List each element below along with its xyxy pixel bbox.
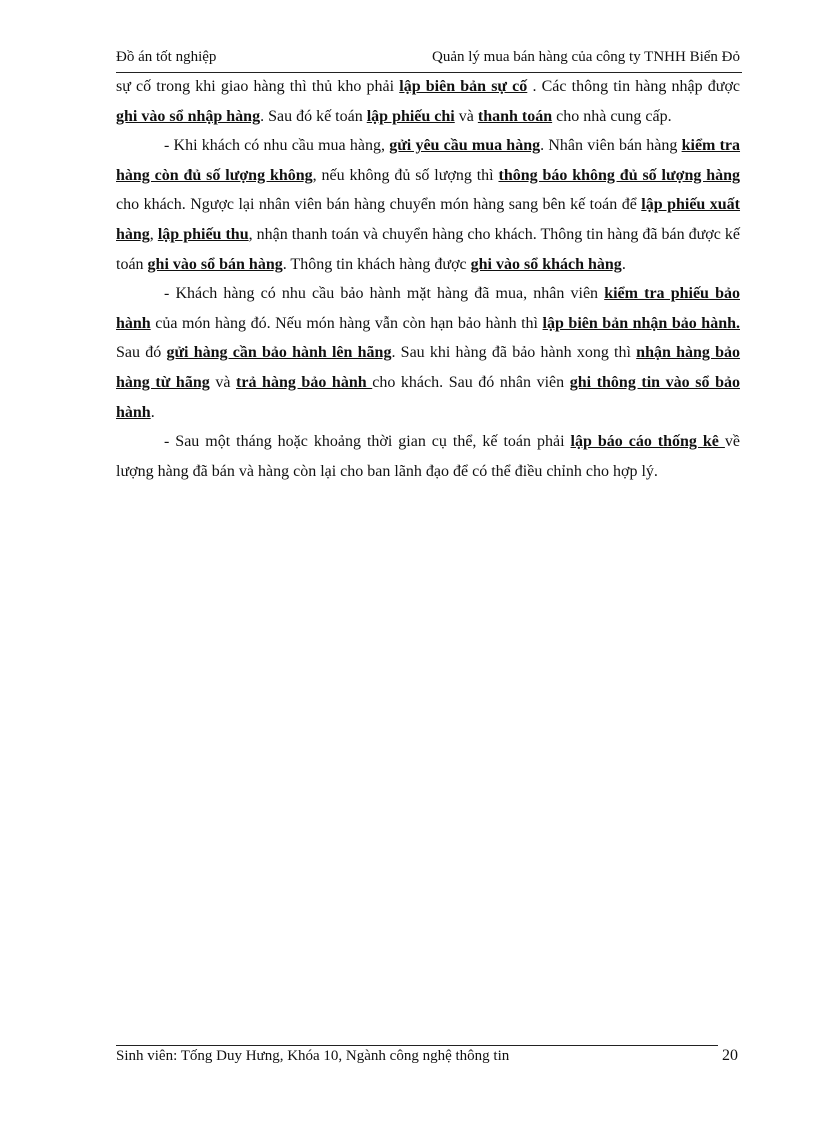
text-run: , nhận thanh toán và chuyển hàng cho khách. Thông tin hàng đã bán được kế toán [116,225,740,273]
emphasized-term: gửi hàng cần bảo hành lên hãng [166,344,392,362]
text-run: sự cố trong khi giao hàng thì thủ kho phải [116,78,400,95]
text-run: cho khách. Sau đó nhân viên [372,373,570,391]
emphasized-term: kiểm tra hàng còn đủ số lượng không [116,137,741,184]
emphasized-term: lập phiếu xuất hàng [116,196,741,243]
page-footer [116,1045,740,1067]
page-header [116,46,740,68]
text-run: của món hàng đó. Nếu món hàng vẫn còn hạn bảo hành thì [150,314,543,332]
text-run: về lượng hàng đã bán và hàng còn lại cho ban lãnh đạo để có thể điều chỉnh cho hợp lý. [116,433,741,480]
text-run: cho khách. Ngược lại nhân viên bán hàng chuyển món hàng sang bên kế toán để [116,196,642,214]
document-body [116,72,740,486]
text-run: , [149,225,158,243]
text-run: cho nhà cung cấp. [552,107,672,125]
text-run: . [150,403,155,421]
emphasized-term: thông báo không đủ số lượng hàng [498,166,741,184]
paragraph [116,131,740,279]
emphasized-term: kiểm tra phiếu bảo hành [116,285,740,332]
emphasized-term: gửi yêu cầu mua hàng [389,137,541,155]
paragraph [116,427,740,486]
text-run: . Sau đó kế toán [260,107,367,125]
emphasized-term: lập phiếu thu [157,225,249,243]
emphasized-term: ghi vào sổ nhập hàng [116,107,261,125]
header-document-title: Quản lý mua bán hàng của công ty TNHH Biển Đỏ [432,49,740,65]
paragraph [116,279,740,427]
text-run: - Sau một tháng hoặc khoảng thời gian cụ thể, kế toán phải [164,433,571,451]
emphasized-term: thanh toán [477,107,553,125]
emphasized-term: lập biên bản sự cố [399,78,528,95]
emphasized-term: ghi vào sổ khách hàng [470,255,622,273]
emphasized-term: lập biên bản nhận bảo hành. [542,314,740,332]
text-run: . Sau khi hàng đã bảo hành xong thì [391,344,637,362]
text-run: Sau đó [116,344,167,362]
page-number: 20 [722,1047,738,1064]
text-run: . Các thông tin hàng nhập được [527,78,741,95]
emphasized-term: nhận hàng bảo hàng từ hãng [116,344,741,391]
text-run: và [454,107,478,125]
footer-student-info: Sinh viên: Tống Duy Hưng, Khóa 10, Ngành công nghệ thông tin [116,1048,510,1064]
text-run: . Nhân viên bán hàng [540,137,682,155]
emphasized-term: lập báo cáo thống kê [570,433,725,451]
emphasized-term: ghi vào sổ bán hàng [147,255,283,273]
text-run: - Khi khách có nhu cầu mua hàng, [164,137,390,155]
text-run: . [621,255,626,273]
text-run: , nếu không đủ số lượng thì [312,166,499,184]
text-run: và [209,373,237,391]
emphasized-term: ghi thông tin vào sổ bảo hành [116,373,740,421]
text-run: - Khách hàng có nhu cầu bảo hành mặt hàng đã mua, nhân viên [164,285,605,303]
paragraph [116,72,740,131]
emphasized-term: trả hàng bảo hành [236,373,373,391]
text-run: . Thông tin khách hàng được [282,255,471,273]
emphasized-term: lập phiếu chi [366,107,455,125]
header-document-type: Đồ án tốt nghiệp [116,49,217,65]
